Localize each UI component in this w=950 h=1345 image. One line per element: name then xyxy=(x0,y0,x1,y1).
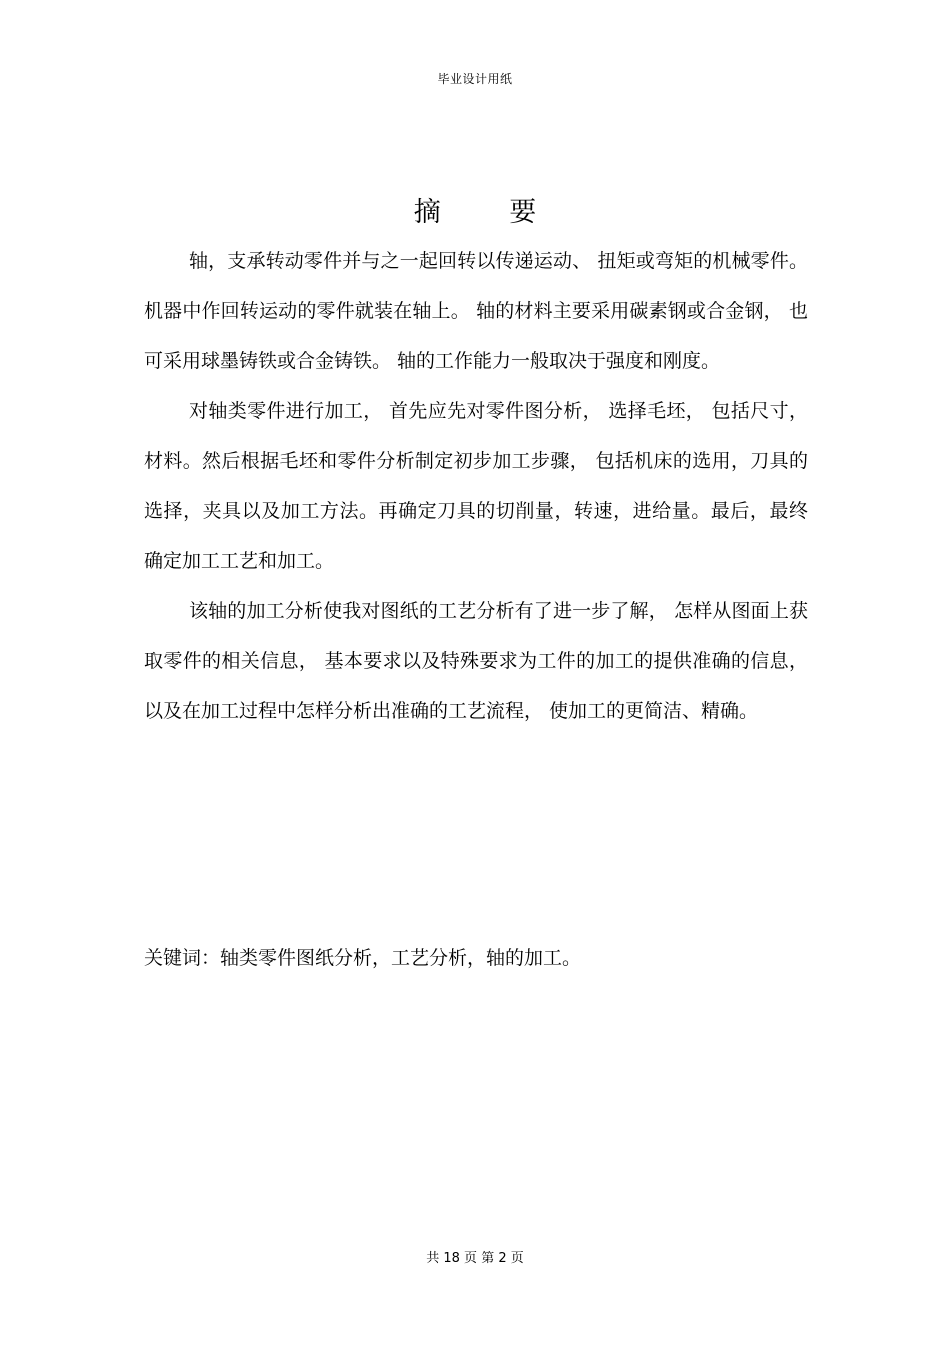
page-header: 毕业设计用纸 xyxy=(437,72,513,86)
abstract-paragraph-1: 轴，支承转动零件并与之一起回转以传递运动、 扭矩或弯矩的机械零件。机器中作回转运动的零件就装在轴上。 轴的材料主要采用碳素钢或合金钢， 也可采用球墨铸铁或合金铸铁。 轴的工作能力一般取决于强度和刚度。 xyxy=(144,250,808,372)
abstract-body xyxy=(144,236,808,736)
abstract-title: 摘 要 xyxy=(413,197,567,228)
keywords-line: 关键词：轴类零件图纸分析，工艺分析，轴的加工。 xyxy=(144,947,582,969)
abstract-paragraph-3: 该轴的加工分析使我对图纸的工艺分析有了进一步了解， 怎样从图面上获取零件的相关信息， 基本要求以及特殊要求为工件的加工的提供准确的信息， 以及在加工过程中怎样分析出准确的工艺流程， 使加工的更简洁、精确。 xyxy=(144,600,808,722)
page-footer: 共 18 页 第 2 页 xyxy=(426,1251,524,1266)
abstract-paragraph-2: 对轴类零件进行加工， 首先应先对零件图分析， 选择毛坯， 包括尺寸， 材料。然后根据毛坯和零件分析制定初步加工步骤， 包括机床的选用，刀具的选择，夹具以及加工方法。再确定刀具的切削量，转速，进给量。最后，最终确定加工工艺和加工。 xyxy=(144,400,808,572)
